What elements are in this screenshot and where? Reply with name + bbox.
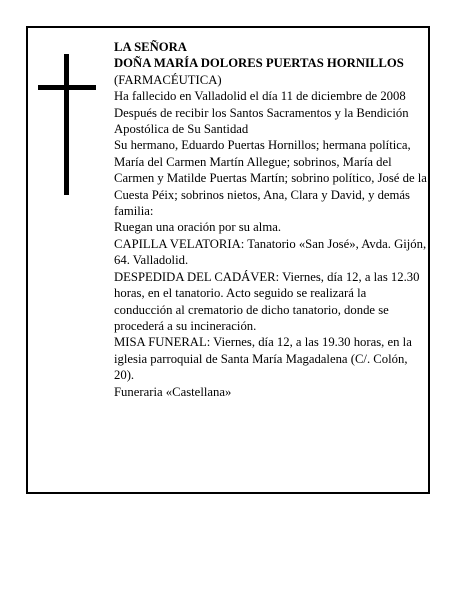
cross-horizontal-bar	[38, 85, 96, 90]
farewell-details: DESPEDIDA DEL CADÁVER: Viernes, día 12, a las 12.30 horas, en el tanatorio. Acto seguido se realizará la conducción al crematorio de dicho tanatorio, donde se procederá a su incineración.	[114, 269, 420, 333]
family-list: Su hermano, Eduardo Puertas Hornillos; hermana política, María del Carmen Martín Allegue; sobrinos, María del Carmen y Matilde Puertas Martín; sobrino político, José de la Cuesta Péix; sobrinos nietos, Ana, Clara y David, y demás familia:	[114, 138, 427, 219]
heading-title: LA SEÑORA	[114, 40, 187, 54]
wake-chapel: CAPILLA VELATORIA: Tanatorio «San José», Avda. Gijón, 64. Valladolid.	[114, 236, 427, 268]
sacraments-notice: Después de recibir los Santos Sacramentos y la Bendición Apostólica de Su Santidad	[114, 105, 409, 137]
funeral-mass: MISA FUNERAL: Viernes, día 12, a las 19.30 horas, en la iglesia parroquial de Santa María Magadalena (C/. Colón, 20).	[114, 335, 412, 383]
obituary-text	[114, 39, 427, 400]
deceased-name: DOÑA MARÍA DOLORES PUERTAS HORNILLOS	[114, 56, 404, 71]
funeral-home: Funeraria «Castellana»	[114, 384, 232, 399]
death-notice: Ha fallecido en Valladolid el día 11 de diciembre de 2008	[114, 89, 406, 104]
prayer-request: Ruegan una oración por su alma.	[114, 220, 282, 235]
profession: (FARMACÉUTICA)	[114, 72, 222, 87]
cross-vertical-bar	[64, 54, 69, 195]
